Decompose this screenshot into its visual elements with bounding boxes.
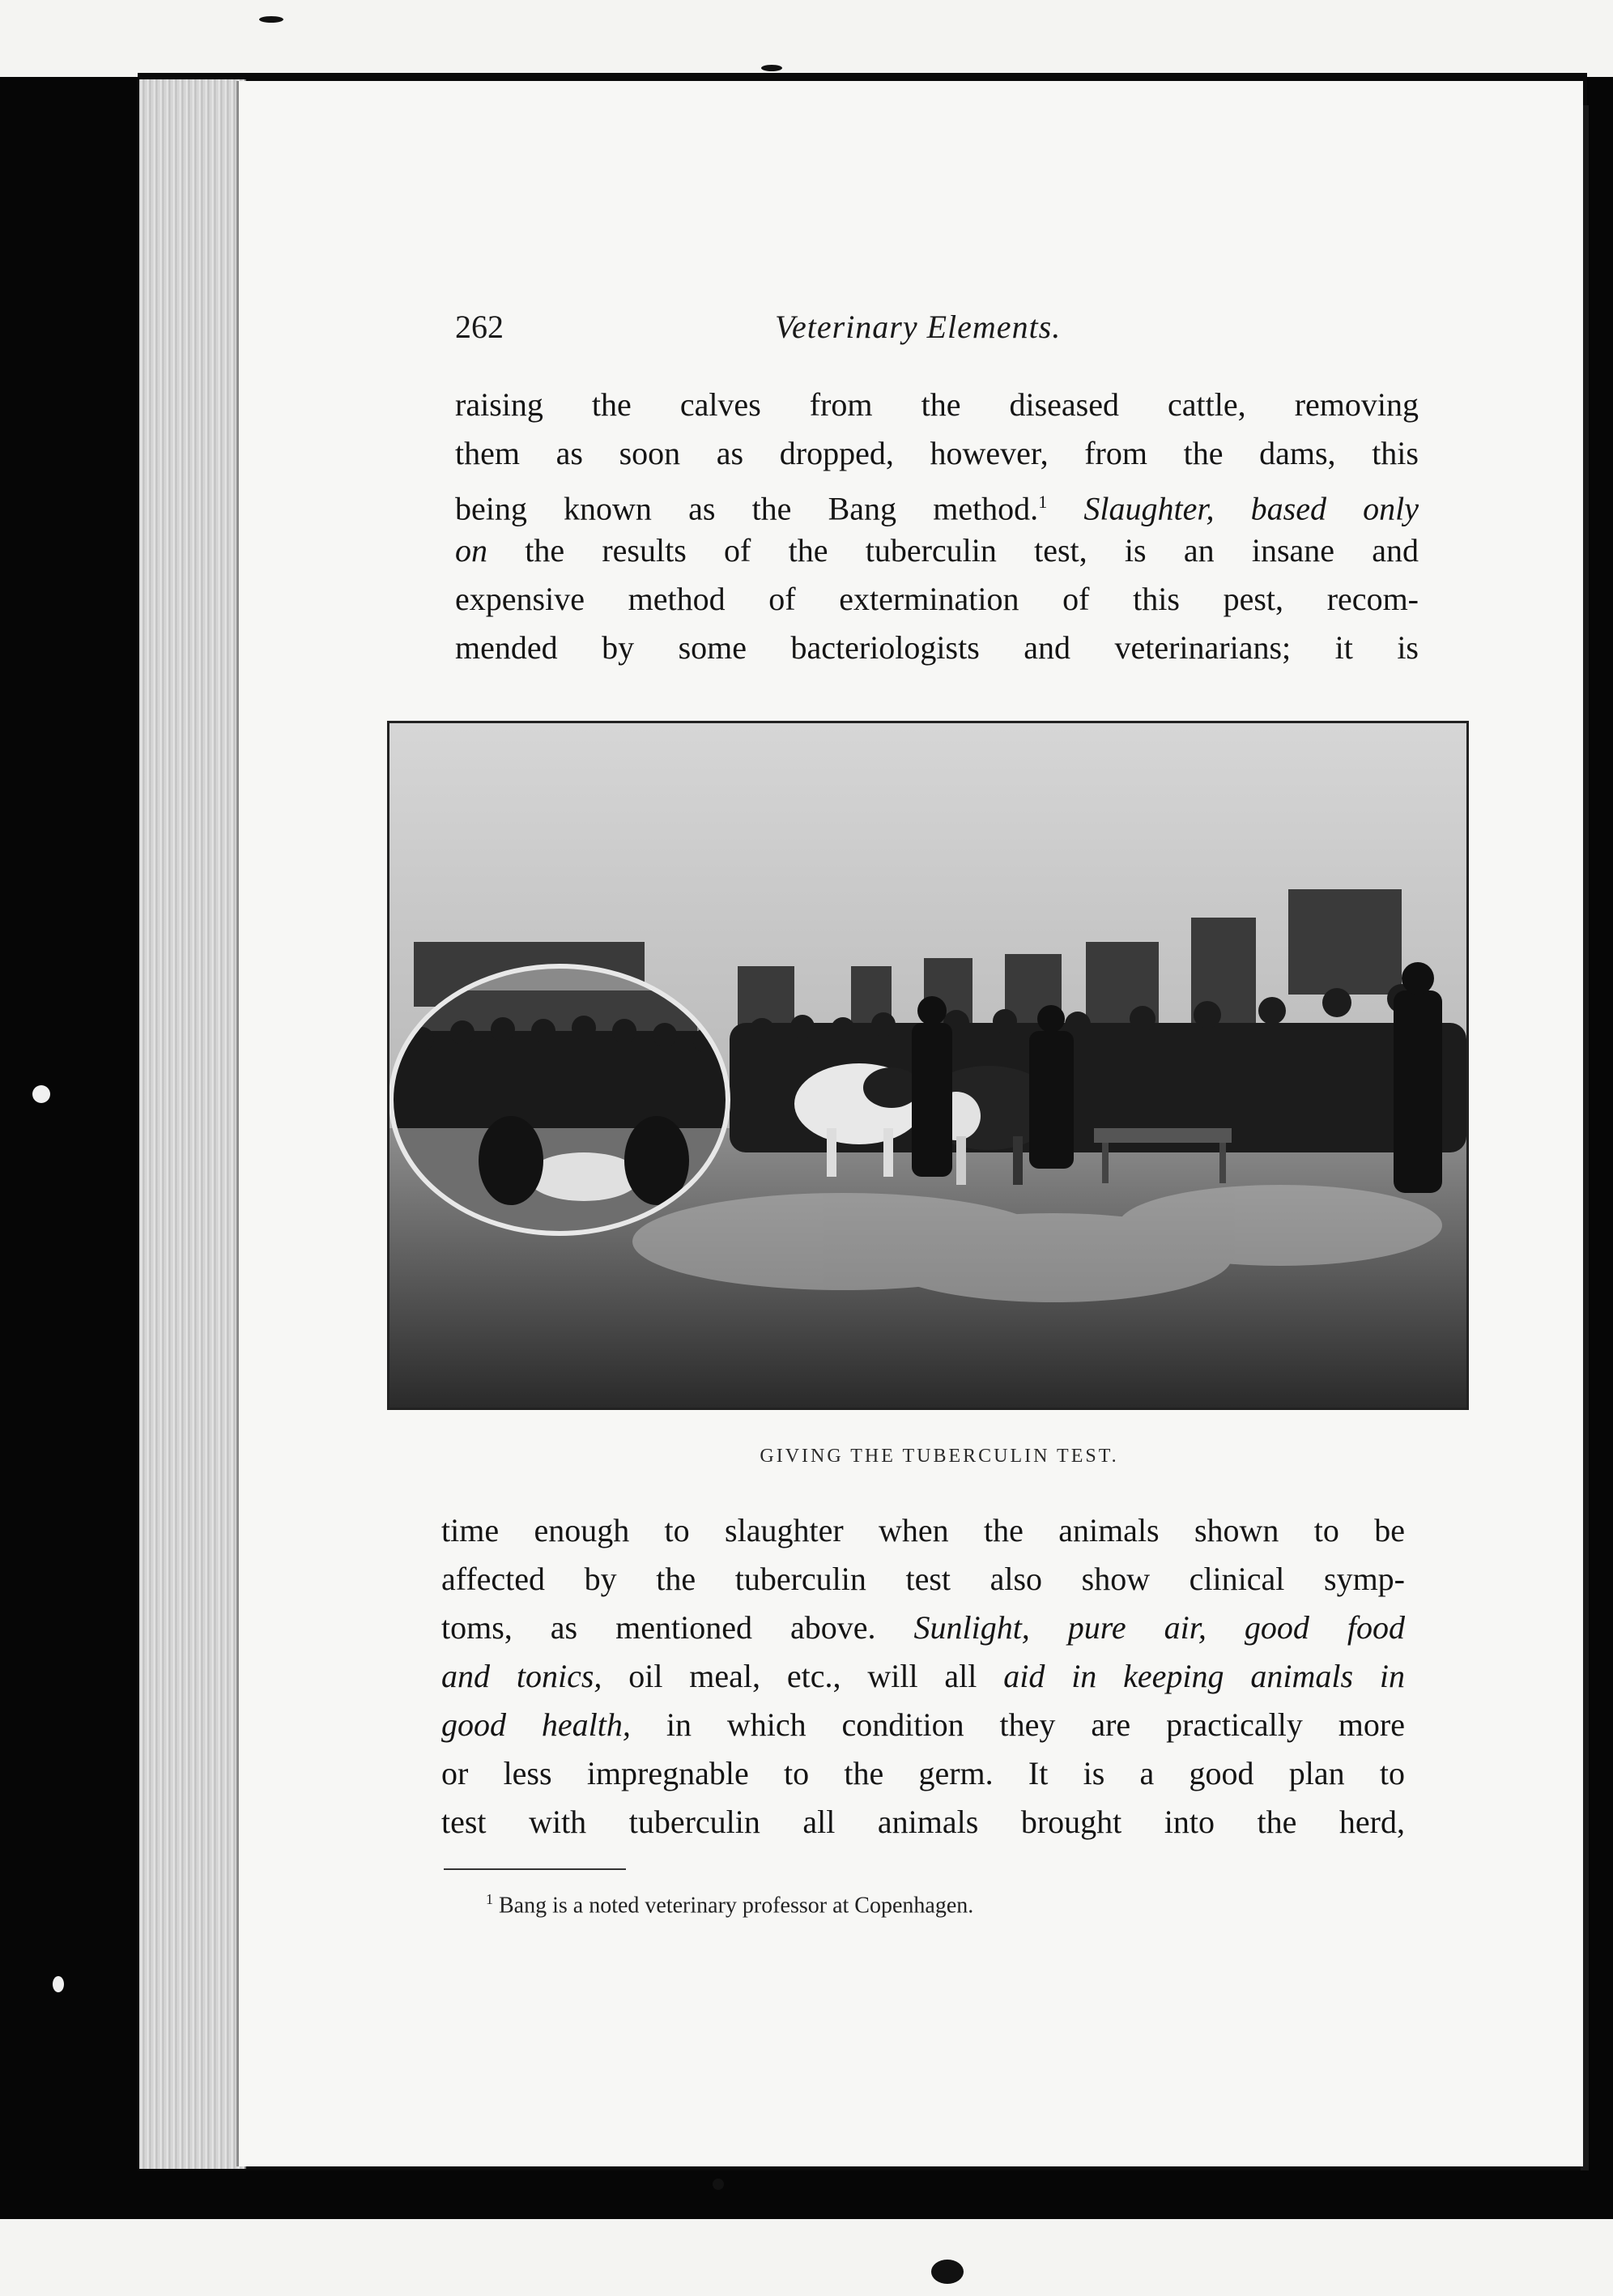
scan-frame-bottom xyxy=(0,2219,1613,2296)
scan-speck xyxy=(931,2260,964,2284)
text-line: affected by the tuberculin test also show clinical symp- xyxy=(441,1561,1405,1597)
tuberculin-test-photo xyxy=(387,721,1469,1410)
footnote-rule xyxy=(444,1868,626,1870)
text-line: raising the calves from the diseased cattle, removing xyxy=(455,386,1419,423)
running-title: Veterinary Elements. xyxy=(775,309,1062,345)
page-stack-edge xyxy=(139,79,246,2169)
running-head xyxy=(455,308,1111,356)
paragraph-bottom xyxy=(441,1506,1405,1847)
text-line: and tonics, oil meal, etc., will all aid in keeping animals in xyxy=(441,1658,1405,1694)
text-line: mended by some bacteriologists and veterinarians; it is xyxy=(455,629,1419,666)
footnote-marker: 1 xyxy=(1038,492,1048,512)
scan-speck xyxy=(761,65,782,71)
text-line: being known as the Bang method.$^1$ Slaughter, based only xyxy=(455,490,1419,527)
text-line: time enough to slaughter when the animals shown to be xyxy=(441,1512,1405,1548)
scan-speck xyxy=(32,1085,50,1103)
figure-caption: GIVING THE TUBERCULIN TEST. xyxy=(760,1446,1119,1467)
text-line: expensive method of extermination of this pest, recom- xyxy=(455,581,1419,617)
scan-speck xyxy=(259,16,283,23)
footnote-number: 1 xyxy=(486,1891,493,1907)
footnote xyxy=(486,1891,1215,1919)
paragraph-top xyxy=(455,381,1419,672)
page-number: 262 xyxy=(455,309,504,345)
text-line: toms, as mentioned above. Sunlight, pure air, good food xyxy=(441,1609,1405,1646)
scan-speck xyxy=(713,2179,724,2190)
scan-speck xyxy=(53,1976,64,1992)
text-line: on the results of the tuberculin test, is an insane and xyxy=(455,532,1419,569)
text-line: good health, in which condition they are practically more xyxy=(441,1706,1405,1743)
text-line: them as soon as dropped, however, from the dams, this xyxy=(455,435,1419,471)
text-line: or less impregnable to the germ. It is a good plan to xyxy=(441,1755,1405,1791)
text-line: test with tuberculin all animals brought into the herd, xyxy=(441,1804,1405,1840)
scan-frame-top xyxy=(0,0,1613,77)
footnote-text: Bang is a noted veterinary professor at Copenhagen. xyxy=(499,1893,974,1919)
